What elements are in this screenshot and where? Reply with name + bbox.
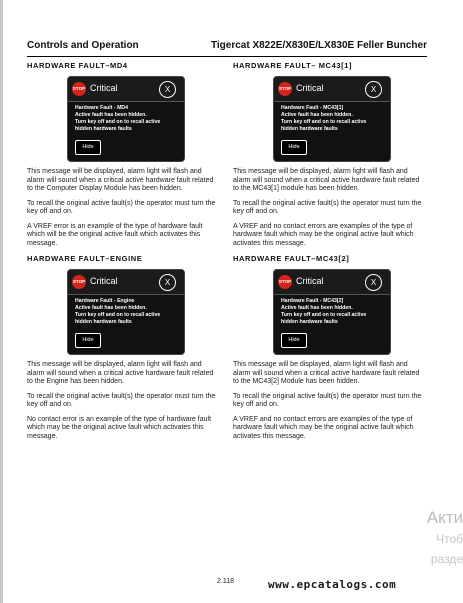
right-column <box>233 60 423 441</box>
body-paragraph: This message will be displayed, alarm light will flash and alarm will sound when a critical active hardware fault related to the Computer Display Module has been hidden. <box>27 168 214 192</box>
hide-button[interactable]: Hide <box>75 140 101 155</box>
stop-icon: STOP <box>278 82 292 96</box>
body-paragraph: A VREF and no contact errors are examples of the type of hardware fault which may be the original active fault which activates this message. <box>233 415 414 440</box>
critical-alarm-screen <box>273 76 391 162</box>
body-paragraph: This message will be displayed, alarm light will flash and alarm will sound when a critical active hardware fault related to the MC43[2] Module has been hidden. <box>233 361 420 385</box>
critical-label: Critical <box>90 83 118 93</box>
critical-alarm-screen <box>67 269 185 355</box>
close-button[interactable]: X <box>159 274 176 291</box>
critical-label: Critical <box>296 276 324 286</box>
alarm-message: Hardware Fault - Engine Active fault has been hidden. Turn key off and on to recall active hidden hardware faults <box>75 298 161 325</box>
critical-alarm-screen <box>273 269 391 355</box>
section-heading: Controls and Operation <box>27 40 139 51</box>
activation-watermark-line-1: Акти <box>426 508 463 527</box>
section-hardware-fault-engine <box>27 253 217 441</box>
body-paragraph: No contact error is an example of the type of hardware fault which may be the original active fault which activates this message. <box>27 415 212 440</box>
section-title: HARDWARE FAULT– MC43[1] <box>233 61 353 70</box>
alarm-header <box>68 270 184 295</box>
hide-button[interactable]: Hide <box>75 333 101 348</box>
alarm-header <box>274 270 390 295</box>
section-title: HARDWARE FAULT–MC43[2] <box>233 254 350 263</box>
alarm-message: Hardware Fault - MD4 Active fault has been hidden. Turn key off and on to recall active hidden hardware faults <box>75 105 161 132</box>
page-header <box>27 38 427 58</box>
section-hardware-fault-mc43-1 <box>233 60 423 248</box>
activation-watermark-line-3: разде <box>430 552 463 566</box>
body-paragraph: This message will be displayed, alarm light will flash and alarm will sound when a critical active hardware fault related to the MC43[1] module has been hidden. <box>233 168 420 192</box>
close-button[interactable]: X <box>365 274 382 291</box>
page-edge <box>0 0 3 603</box>
section-hardware-fault-mc43-2 <box>233 253 423 441</box>
critical-label: Critical <box>296 83 324 93</box>
alarm-message: Hardware Fault - MC43[2] Active fault has been hidden. Turn key off and on to recall active hidden hardware faults <box>281 298 367 325</box>
section-hardware-fault-md4 <box>27 60 217 248</box>
watermark-url: www.epcatalogs.com <box>268 578 397 591</box>
left-column <box>27 60 217 441</box>
header-divider <box>27 56 427 57</box>
critical-alarm-screen <box>67 76 185 162</box>
hide-button[interactable]: Hide <box>281 333 307 348</box>
stop-icon: STOP <box>278 275 292 289</box>
body-paragraph: A VREF and no contact errors are examples of the type of hardware fault which may be the original active fault which activates this message. <box>233 222 414 247</box>
critical-label: Critical <box>90 276 118 286</box>
manual-title: Tigercat X822E/X830E/LX830E Feller Buncher <box>210 40 427 51</box>
alarm-header <box>68 77 184 102</box>
activation-watermark-line-2: Чтоб <box>436 532 463 546</box>
alarm-message: Hardware Fault - MC43[1] Active fault has been hidden. Turn key off and on to recall active hidden hardware faults <box>281 105 367 132</box>
stop-icon: STOP <box>72 82 86 96</box>
body-paragraph: To recall the original active fault(s) the operator must turn the key off and on. <box>233 392 422 408</box>
body-paragraph: To recall the original active fault(s) the operator must turn the key off and on. <box>27 392 216 408</box>
close-button[interactable]: X <box>365 81 382 98</box>
section-title: HARDWARE FAULT–MD4 <box>27 61 128 70</box>
section-title: HARDWARE FAULT–ENGINE <box>27 254 143 263</box>
page-number: 2.118 <box>217 578 234 585</box>
close-button[interactable]: X <box>159 81 176 98</box>
stop-icon: STOP <box>72 275 86 289</box>
body-paragraph: To recall the original active fault(s) the operator must turn the key off and on. <box>27 199 216 215</box>
body-paragraph: This message will be displayed, alarm light will flash and alarm will sound when a critical active hardware fault related to the Engine has been hidden. <box>27 361 214 385</box>
hide-button[interactable]: Hide <box>281 140 307 155</box>
alarm-header <box>274 77 390 102</box>
body-paragraph: A VREF error is an example of the type of hardware fault which will be the original active fault which activates this message. <box>27 222 203 247</box>
body-paragraph: To recall the original active fault(s) the operator must turn the key off and on. <box>233 199 422 215</box>
